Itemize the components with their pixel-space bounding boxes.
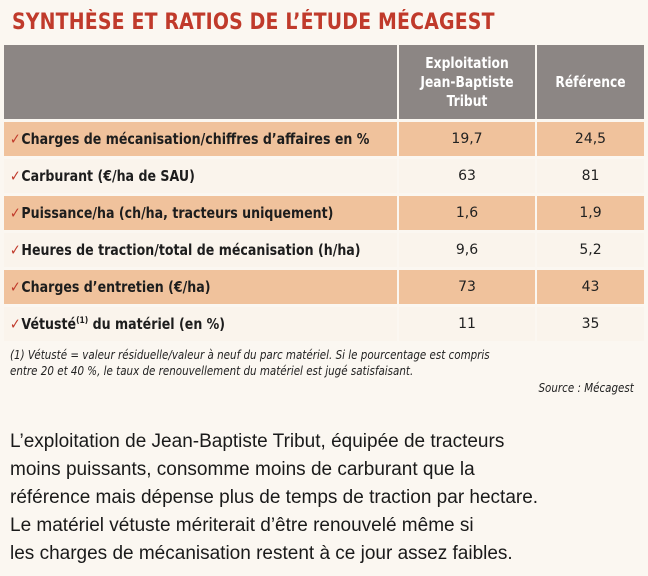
- paragraph-line: moins puissants, consomme moins de carburant que la: [10, 459, 475, 480]
- exploitation-value: 9,6: [398, 232, 536, 269]
- exploitation-value: 1,6: [398, 195, 536, 232]
- paragraph-line: L’exploitation de Jean-Baptiste Tribut, équipée de tracteurs: [10, 431, 505, 452]
- exploitation-value: 19,7: [398, 121, 536, 158]
- table-row: [4, 232, 644, 269]
- page-title: SYNTHÈSE ET RATIOS DE L’ÉTUDE MÉCAGEST: [12, 10, 495, 35]
- paragraph-line: référence mais dépense plus de temps de traction par hectare.: [10, 487, 539, 508]
- row-label-prefix: Vétusté: [21, 315, 77, 333]
- check-icon: ✓: [10, 241, 21, 259]
- reference-value: 5,2: [536, 232, 644, 269]
- footnote: [10, 347, 638, 379]
- reference-value: 43: [536, 269, 644, 306]
- exploitation-value: 73: [398, 269, 536, 306]
- row-label: Charges d’entretien (€/ha): [21, 278, 211, 296]
- paragraph-line: Le matériel vétuste mériterait d’être renouvelé même si: [10, 515, 474, 536]
- header-exploitation-line: Tribut: [446, 91, 488, 110]
- table-row: [4, 306, 644, 342]
- header-reference: [536, 45, 644, 121]
- check-icon: ✓: [10, 315, 21, 333]
- check-icon: ✓: [10, 130, 21, 148]
- ratios-table: [4, 45, 644, 341]
- row-label: Heures de traction/total de mécanisation (h/ha): [21, 241, 361, 259]
- body-paragraph: [10, 428, 642, 568]
- header-exploitation-line: Exploitation: [425, 53, 509, 72]
- paragraph-line: les charges de mécanisation restent à ce jour assez faibles.: [10, 543, 513, 564]
- reference-value: 24,5: [536, 121, 644, 158]
- header-reference-line: Référence: [555, 72, 626, 91]
- check-icon: ✓: [10, 167, 21, 185]
- source-credit: Source : Mécagest: [538, 381, 634, 395]
- header-exploitation-line: Jean-Baptiste: [420, 72, 514, 91]
- table-row: [4, 158, 644, 195]
- footnote-marker: (1): [76, 316, 89, 326]
- row-label-suffix: du matériel (en %): [88, 315, 226, 333]
- table-row: [4, 269, 644, 306]
- footnote-line: (1) Vétusté = valeur résiduelle/valeur à neuf du parc matériel. Si le pourcentage est compris: [10, 348, 490, 362]
- header-label-column: [4, 45, 398, 121]
- exploitation-value: 11: [398, 306, 536, 342]
- row-label: Puissance/ha (ch/ha, tracteurs uniquement): [21, 204, 334, 222]
- row-label: Carburant (€/ha de SAU): [21, 167, 195, 185]
- footnote-line: entre 20 et 40 %, le taux de renouvellement du matériel est jugé satisfaisant.: [10, 364, 414, 378]
- reference-value: 81: [536, 158, 644, 195]
- header-exploitation: [398, 45, 536, 121]
- check-icon: ✓: [10, 204, 21, 222]
- check-icon: ✓: [10, 278, 21, 296]
- reference-value: 35: [536, 306, 644, 342]
- table-row: [4, 121, 644, 158]
- reference-value: 1,9: [536, 195, 644, 232]
- table-header-row: [4, 45, 644, 121]
- row-label: Charges de mécanisation/chiffres d’affaires en %: [21, 130, 370, 148]
- table-row: [4, 195, 644, 232]
- exploitation-value: 63: [398, 158, 536, 195]
